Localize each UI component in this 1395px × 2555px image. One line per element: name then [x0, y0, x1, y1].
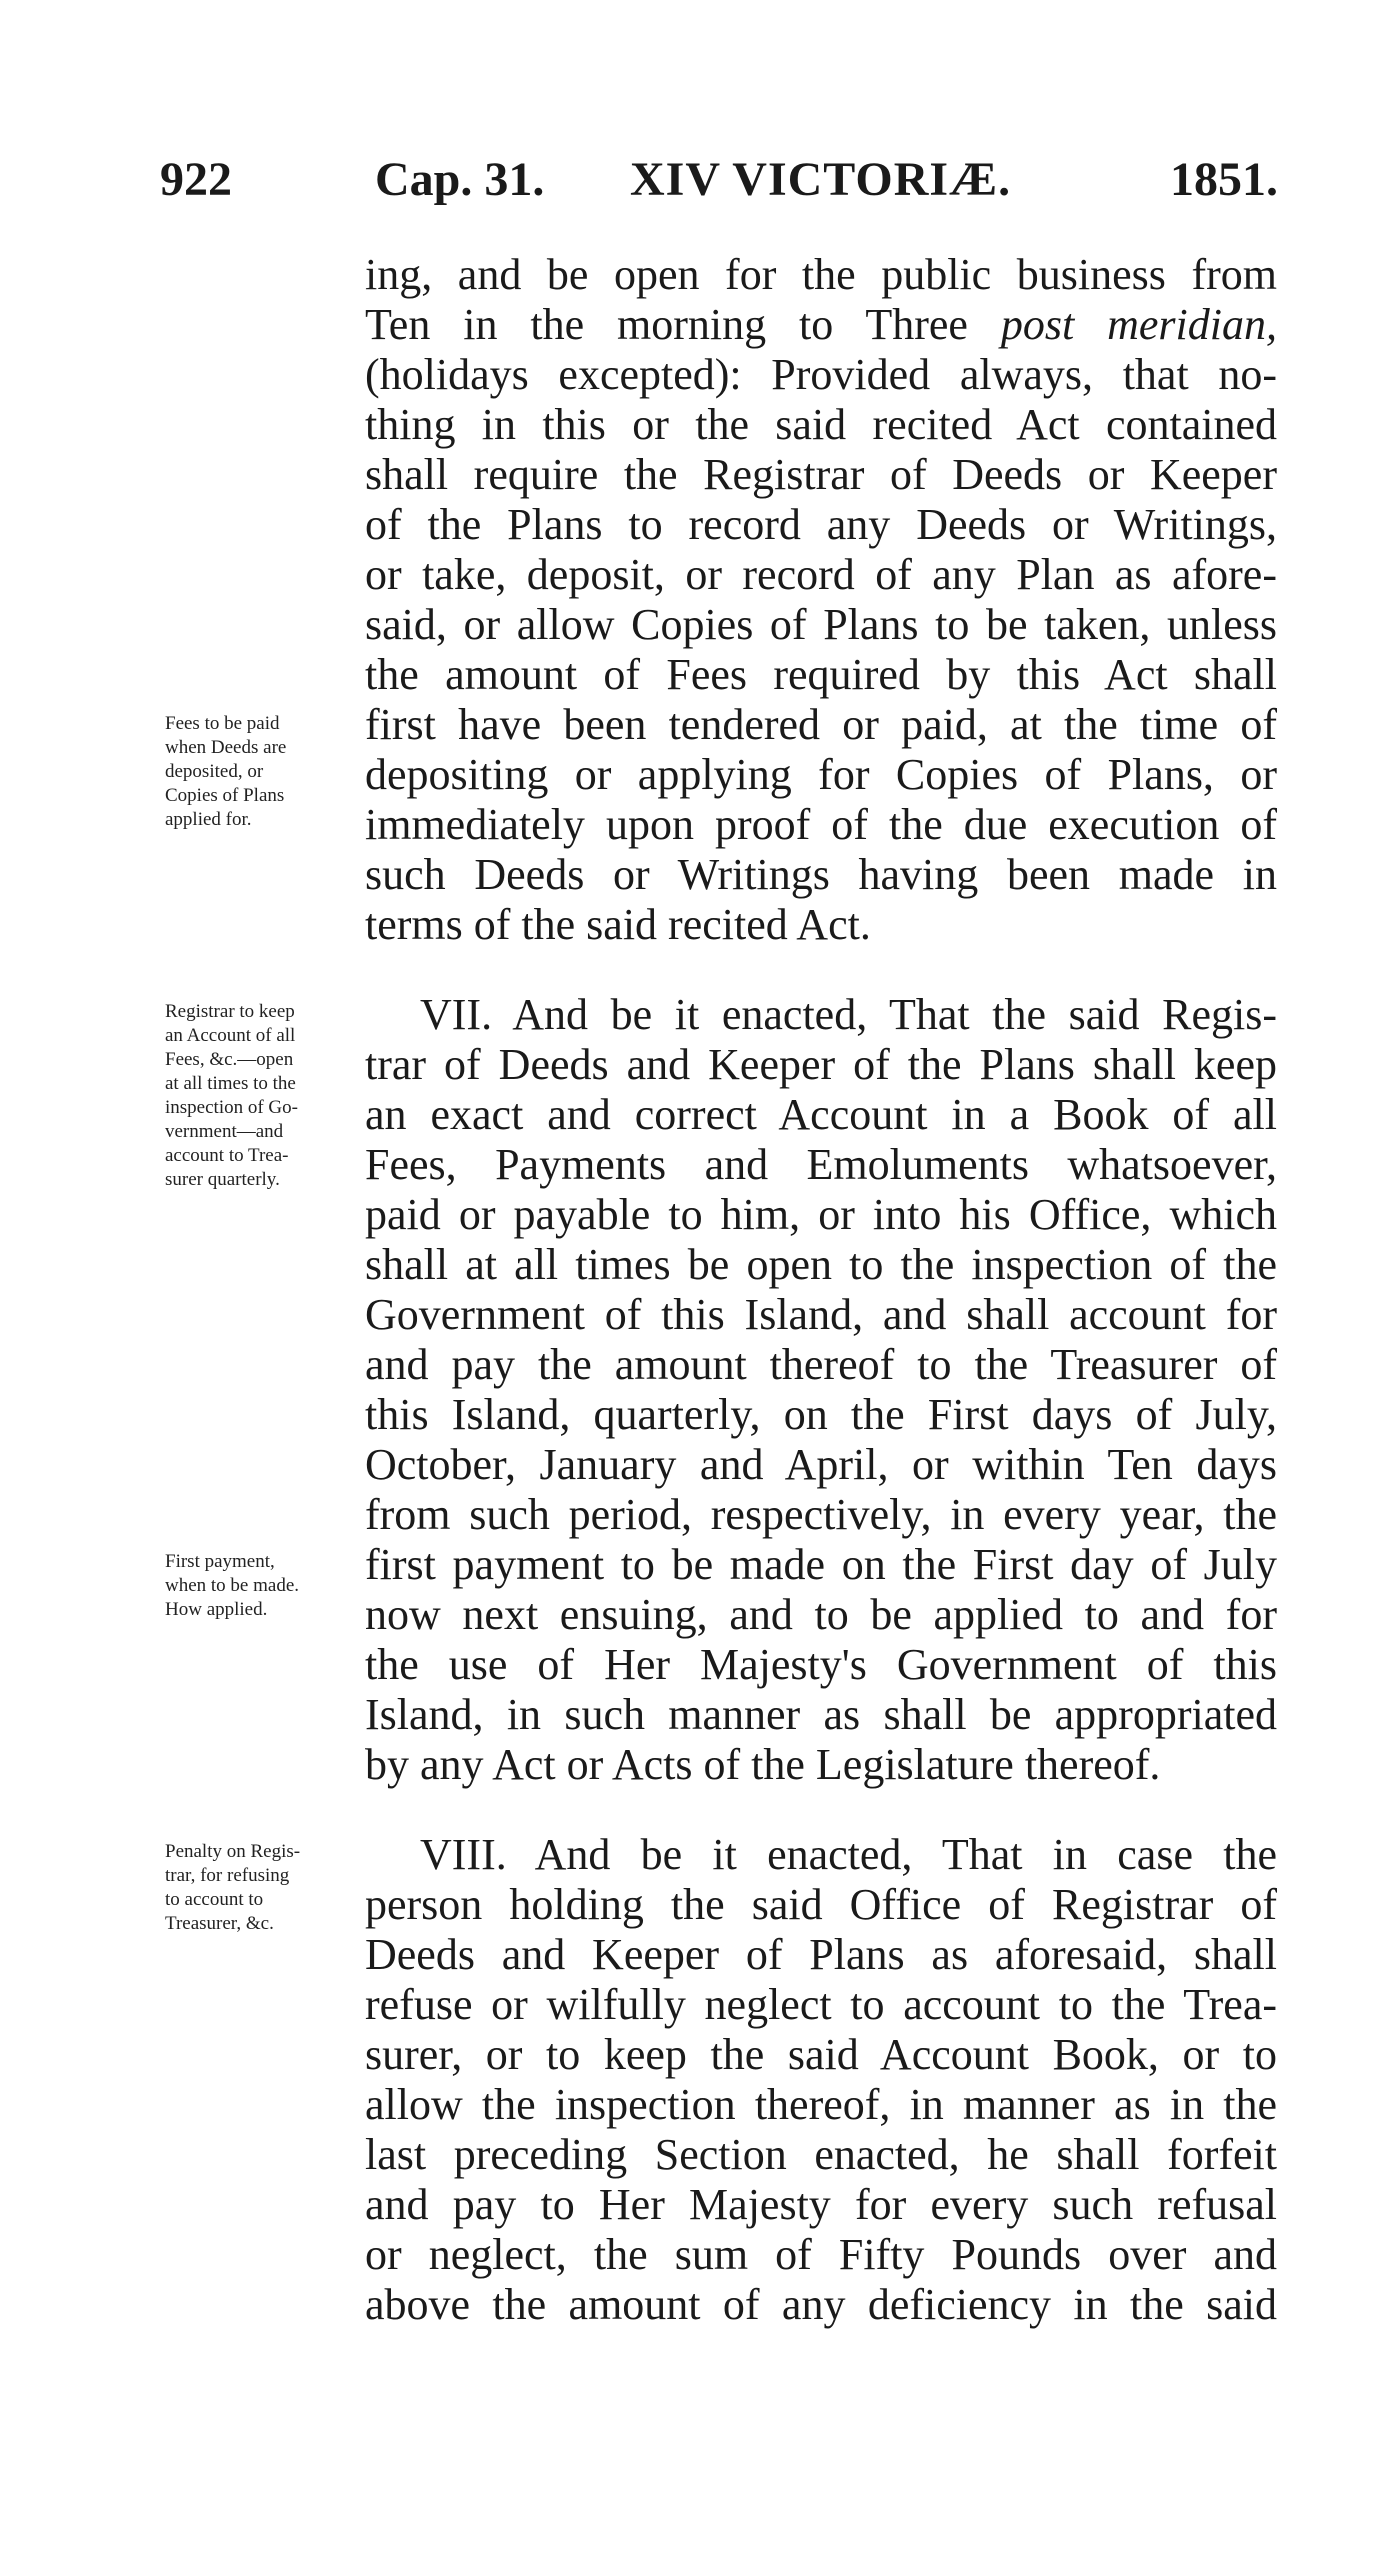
text-line: depositing or applying for Copies of Plans, or	[365, 750, 1277, 799]
text-line: VIII. And be it enacted, That in case the	[420, 1830, 1277, 1879]
text-line: terms of the said recited Act.	[365, 900, 871, 949]
marginal-note-fees: Fees to be paid when Deeds are deposited, or Copies of Plans applied for.	[165, 713, 287, 830]
text-line: refuse or wilfully neglect to account to the Trea-	[365, 1980, 1277, 2029]
text-line: and pay to Her Majesty for every such refusal	[365, 2180, 1277, 2229]
text-line: VII. And be it enacted, That the said Regis-	[420, 990, 1277, 1039]
text-line: shall at all times be open to the inspection of the	[365, 1240, 1277, 1289]
marginal-note-first-payment: First payment, when to be made. How applied.	[165, 1551, 300, 1620]
text-line: last preceding Section enacted, he shall forfeit	[365, 2130, 1277, 2179]
text-line: person holding the said Office of Registrar of	[365, 1880, 1277, 1929]
text-line: such Deeds or Writings having been made in	[365, 850, 1277, 899]
text-line: and pay the amount thereof to the Treasurer of	[365, 1340, 1277, 1389]
text-line: surer, or to keep the said Account Book, or to	[365, 2030, 1277, 2079]
text-line: above the amount of any deficiency in the said	[365, 2280, 1277, 2329]
page-number: 922	[160, 153, 232, 206]
text-line: now next ensuing, and to be applied to and for	[365, 1590, 1277, 1639]
marginal-note-registrar-account: Registrar to keep an Account of all Fees, &c.—open at all times to the inspection of Go- vernment—and account to Trea- surer quarterly.	[165, 1001, 298, 1190]
text-line: Government of this Island, and shall account for	[365, 1290, 1277, 1339]
text-line: first have been tendered or paid, at the time of	[365, 700, 1277, 749]
text-line: of the Plans to record any Deeds or Writings,	[365, 500, 1277, 549]
text-line: October, January and April, or within Ten days	[365, 1440, 1277, 1489]
text-line: thing in this or the said recited Act contained	[365, 400, 1277, 449]
italic-phrase: post meridian,	[1000, 300, 1277, 349]
text-line: first payment to be made on the First day of July	[365, 1540, 1277, 1589]
text-line: or take, deposit, or record of any Plan as afore-	[365, 550, 1277, 599]
text-line: Island, in such manner as shall be appropriated	[365, 1690, 1277, 1739]
text-line: the amount of Fees required by this Act shall	[365, 650, 1277, 699]
text-line: the use of Her Majesty's Government of this	[365, 1640, 1277, 1689]
text-line: trar of Deeds and Keeper of the Plans shall keep	[365, 1040, 1277, 1089]
text-line: said, or allow Copies of Plans to be taken, unless	[365, 600, 1277, 649]
text-line: by any Act or Acts of the Legislature thereof.	[365, 1740, 1161, 1789]
text-line: allow the inspection thereof, in manner as in the	[365, 2080, 1277, 2129]
text-line: (holidays excepted): Provided always, that no-	[365, 350, 1277, 399]
text-line: Deeds and Keeper of Plans as aforesaid, shall	[365, 1930, 1277, 1979]
text-line: Fees, Payments and Emoluments whatsoever,	[365, 1140, 1277, 1189]
text-line: shall require the Registrar of Deeds or Keeper	[365, 450, 1277, 499]
chapter-label: Cap. 31.	[375, 153, 545, 206]
text-line: an exact and correct Account in a Book of all	[365, 1090, 1277, 1139]
header-title: XIV VICTORIÆ.	[630, 153, 1012, 206]
header-year: 1851.	[1170, 153, 1278, 206]
text-line: immediately upon proof of the due execution of	[365, 800, 1277, 849]
text-line: from such period, respectively, in every year, the	[365, 1490, 1277, 1539]
running-header	[160, 148, 1278, 212]
text-line: paid or payable to him, or into his Office, which	[365, 1190, 1277, 1239]
text-line: ing, and be open for the public business from	[365, 250, 1277, 299]
text-line: this Island, quarterly, on the First days of July,	[365, 1390, 1277, 1439]
text-line: Ten in the morning to Three post meridian,	[365, 300, 1277, 349]
marginal-note-penalty: Penalty on Regis- trar, for refusing to account to Treasurer, &c.	[165, 1841, 301, 1934]
text-line: or neglect, the sum of Fifty Pounds over and	[365, 2230, 1277, 2279]
